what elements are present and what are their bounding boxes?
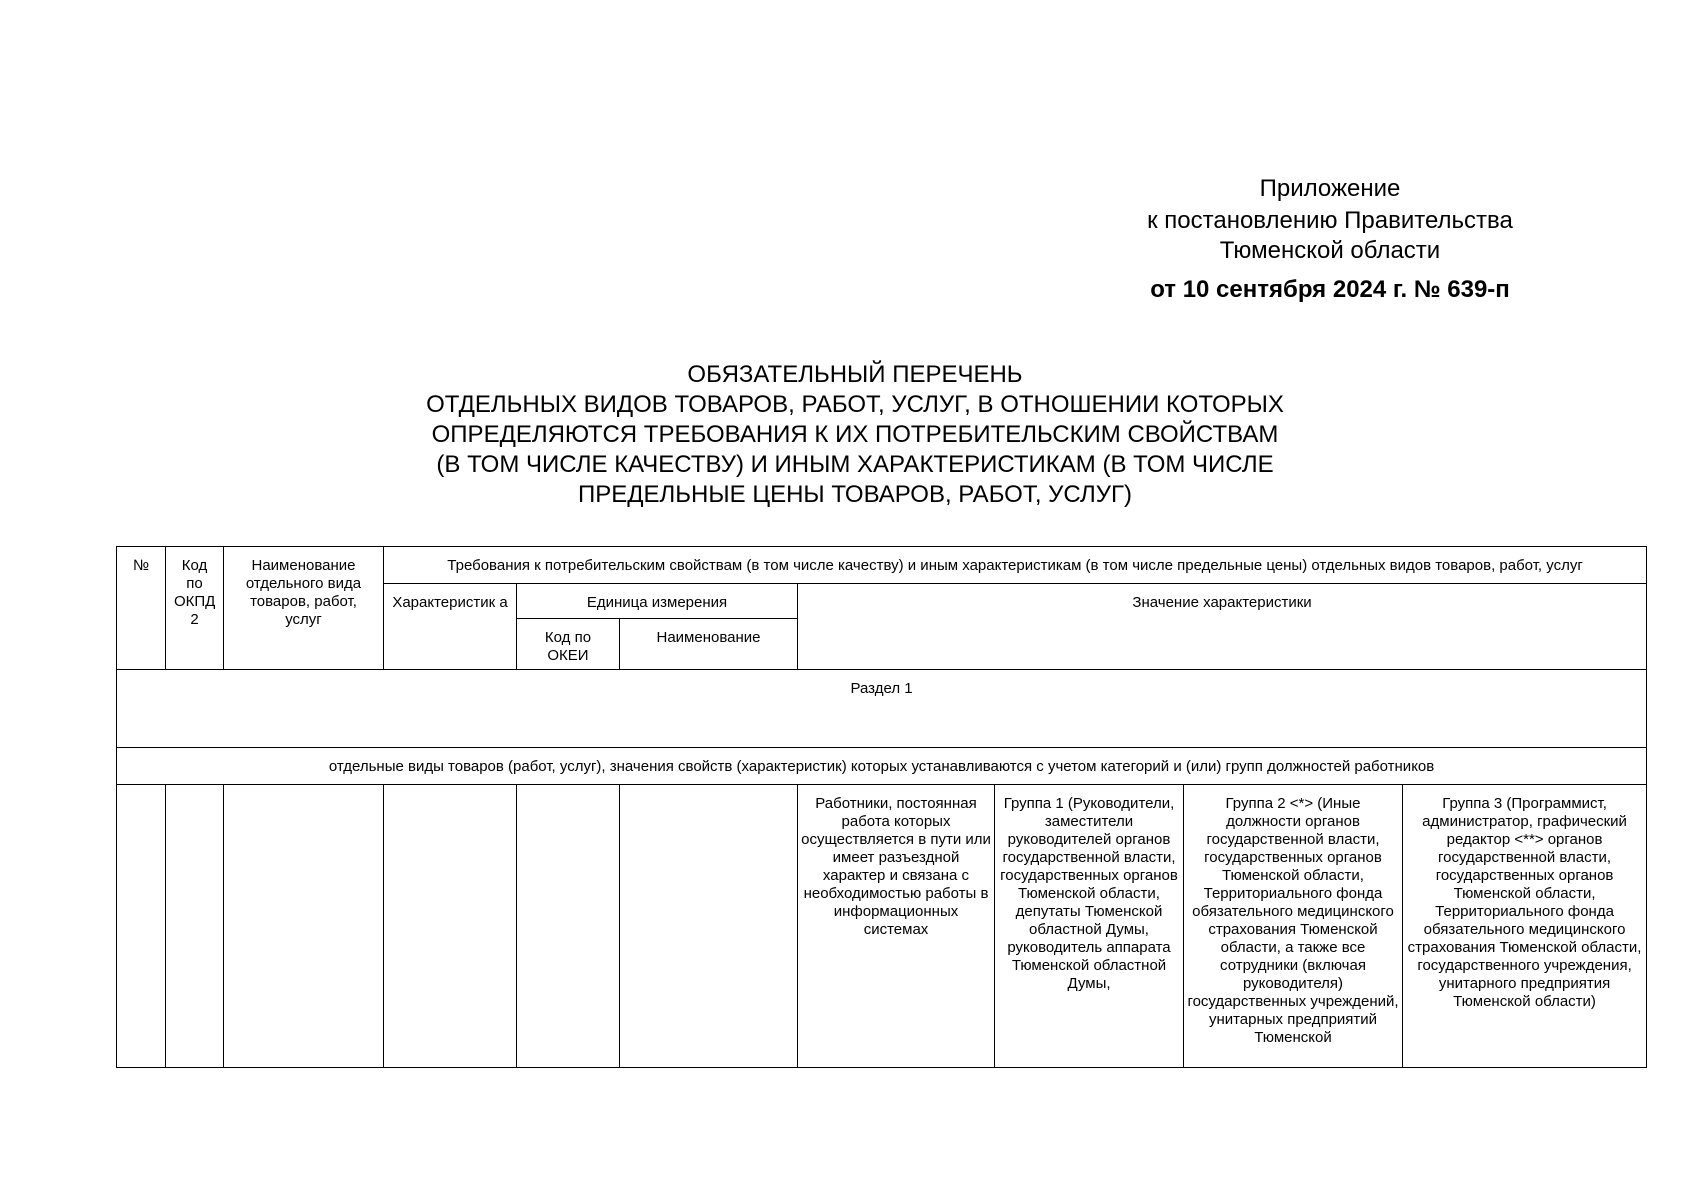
cell-empty: [384, 785, 517, 1068]
cell-empty: [224, 785, 384, 1068]
section-row: [117, 670, 1647, 748]
appendix-region: Тюменской области: [1219, 237, 1441, 264]
cell-empty: [166, 785, 224, 1068]
header-unit: Единица измерения: [517, 584, 798, 619]
header-characteristic: Характеристик а: [384, 584, 517, 670]
table-row: [117, 785, 1647, 1068]
document-title: [300, 360, 1410, 510]
subsection-row: [117, 748, 1647, 785]
header-unit-name: Наименование: [620, 619, 798, 670]
appendix-header: [1080, 173, 1580, 307]
header-characteristic-value: Значение характеристики: [798, 584, 1647, 670]
section-title: Раздел 1: [117, 670, 1647, 748]
cell-empty: [620, 785, 798, 1068]
appendix-resolution: к постановлению Правительства: [1147, 207, 1513, 234]
group-traveling-workers: [798, 785, 995, 1068]
group-3: [1403, 785, 1647, 1068]
cell-empty: [117, 785, 166, 1068]
cell-empty: [517, 785, 620, 1068]
group-traveling-workers-text: Работники, постоянная работа которых осуществляется в пути или имеет разъездной характер и связана с необходимостью работы в информационных системах: [801, 795, 991, 938]
header-item-name: Наименование отдельного вида товаров, работ, услуг: [224, 547, 384, 670]
group-3-text: Группа 3 (Программист, администратор, графический редактор <**> органов государственной власти, государственных органов Тюменской области, Территориального фонда обязательного медицинского страхования Тюменской области, государственного учреждения, унитарного предприятия Тюменской области): [1407, 795, 1642, 1010]
title-line-4: (В ТОМ ЧИСЛЕ КАЧЕСТВУ) И ИНЫМ ХАРАКТЕРИСТИКАМ (В ТОМ ЧИСЛЕ: [436, 451, 1274, 478]
requirements-table: [116, 546, 1647, 1068]
title-line-1: ОБЯЗАТЕЛЬНЫЙ ПЕРЕЧЕНЬ: [687, 361, 1023, 388]
title-line-3: ОПРЕДЕЛЯЮТСЯ ТРЕБОВАНИЯ К ИХ ПОТРЕБИТЕЛЬСКИМ СВОЙСТВАМ: [431, 421, 1279, 448]
title-line-2: ОТДЕЛЬНЫХ ВИДОВ ТОВАРОВ, РАБОТ, УСЛУГ, В ОТНОШЕНИИ КОТОРЫХ: [426, 391, 1284, 418]
group-1: [995, 785, 1184, 1068]
header-okpd-code: Код по ОКПД 2: [166, 547, 224, 670]
group-1-text: Группа 1 (Руководители, заместители руководителей органов государственной власти, государственных органов Тюменской области, депутаты Тюменской областной Думы, руководитель аппарата Тюменской областной Думы,: [1000, 795, 1178, 992]
group-2-text: Группа 2 <*> (Иные должности органов государственной власти, государственных органов Тюменской области, Территориального фонда обязательного медицинского страхования Тюменской области, а также все сотрудники (включая руководителя) государственных учреждений, унитарных предприятий Тюменской: [1187, 795, 1399, 1046]
appendix-order-number: от 10 сентября 2024 г. № 639-п: [1150, 276, 1510, 303]
title-line-5: ПРЕДЕЛЬНЫЕ ЦЕНЫ ТОВАРОВ, РАБОТ, УСЛУГ): [578, 481, 1132, 508]
header-row-1: [117, 547, 1647, 584]
header-requirements: Требования к потребительским свойствам (в том числе качеству) и иным характеристикам (в том числе предельные цены) отдельных видов товаров, работ, услуг: [384, 547, 1647, 584]
header-number: №: [117, 547, 166, 670]
header-okei-code: Код по ОКЕИ: [517, 619, 620, 670]
subsection-title: отдельные виды товаров (работ, услуг), значения свойств (характеристик) которых устанавливаются с учетом категорий и (или) групп должностей работников: [117, 748, 1647, 785]
group-2: [1184, 785, 1403, 1068]
appendix-label: Приложение: [1259, 175, 1401, 202]
